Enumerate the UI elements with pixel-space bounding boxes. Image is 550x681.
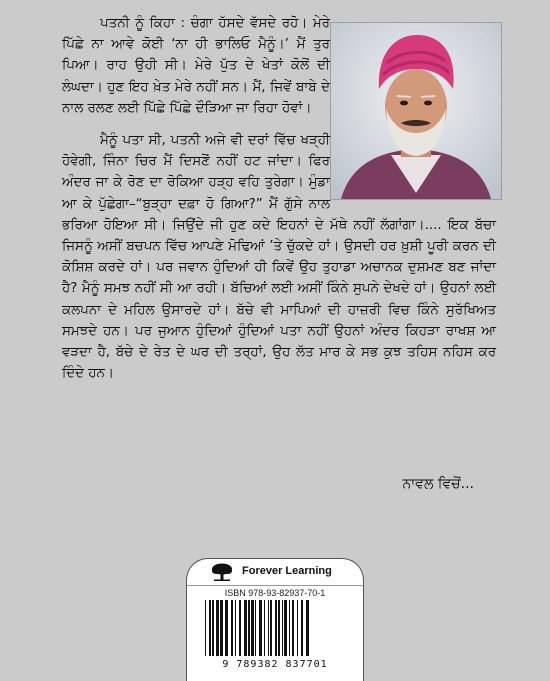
excerpt-source-note: ਨਾਵਲ ਵਿਚੋਂ... <box>402 476 474 492</box>
barcode-bar <box>297 600 298 656</box>
barcode-bar <box>225 600 228 656</box>
barcode-bar <box>282 600 283 656</box>
barcode-bar <box>306 600 309 656</box>
barcode-bar <box>264 600 265 656</box>
excerpt-paragraph-1: ਪਤਨੀ ਨੂੰ ਕਿਹਾ : ਚੰਗਾ ਹੱਸਦੇ ਵੱਸਦੇ ਰਹੋ। ਮੇਰੇ ਪਿੱਛੇ ਨਾ ਆਵੇ ਕੋਈ ‘ਨਾ ਹੀ ਭਾਲਿਓ ਮੈਨੂੰ।’ ਮੈਂ ਤੁਰ ਪਿਆ। ਰਾਹ ਉਹੀ ਸੀ। ਮੇਰੇ ਪੁੱਤ ਦੇ ਖੇਤਾਂ ਕੋਲੋਂ ਦੀ ਲੰਘਦਾ। ਹੁਣ ਇਹ ਖ਼ੇਤ ਮੇਰੇ ਨਹੀਂ ਸਨ। ਮੈਂ, ਜਿਵੇਂ ਬਾਬੇ ਦੇ ਨਾਲ ਰਲਣ ਲਈ ਪਿੱਛੇ ਪਿੱਛੇ ਦੌੜਿਆ ਜਾ ਰਿਹਾ ਹੋਵਾਂ। <box>62 16 330 116</box>
barcode-bar <box>231 600 233 656</box>
barcode-bar <box>275 600 277 656</box>
barcode-bar <box>209 600 211 656</box>
isbn-card <box>186 558 364 681</box>
barcode-bar <box>268 600 269 656</box>
barcode-bar <box>235 600 236 656</box>
publisher-name: Forever Learning <box>242 565 332 577</box>
barcode-bar <box>216 600 219 656</box>
barcode-bar <box>301 600 303 656</box>
barcode-bar <box>270 600 272 656</box>
barcode-bar <box>292 600 294 656</box>
isbn-barcode <box>203 600 347 656</box>
barcode-bar <box>251 600 254 656</box>
barcode-bar <box>289 600 290 656</box>
barcode-bar <box>239 600 241 656</box>
publisher-brand <box>187 559 363 586</box>
photo-spacer <box>340 22 508 198</box>
barcode-bar <box>255 600 256 656</box>
barcode-bar <box>244 600 247 656</box>
barcode-digits: 9 789382 837701 <box>222 659 328 670</box>
barcode-bar <box>259 600 262 656</box>
excerpt-paragraph-2: ਮੈਨੂੰ ਪਤਾ ਸੀ, ਪਤਨੀ ਅਜੇ ਵੀ ਦਰਾਂ ਵਿੱਚ ਖੜ੍ਹੀ ਹੋਵੇਗੀ, ਜਿੰਨਾ ਚਿਰ ਮੈਂ ਦਿਸਣੋਂ ਨਹੀਂ ਹਟ ਜਾਂਦਾ। ਫਿਰ ਅੰਦਰ ਜਾ ਕੇ ਰੋਣ ਦਾ ਰੋਕਿਆ ਹੜ੍ਹ ਵਹਿ ਤੁਰੇਗਾ। ਮੁੰਡਾ ਆ ਕੇ ਪੁੱਛੇਗਾ–“ਬੁੜ੍ਹਾ ਦਫ਼ਾ ਹੋ ਗਿਆ?” ਮੈਂ ਗੁੱਸੇ ਨਾਲ ਭਰਿਆ ਹੋਇਆ ਸੀ। ਜਿਉਂਦੇ ਜੀ ਹੁਣ ਕਦੇ ਇਹਨਾਂ ਦੇ ਮੱਥੇ ਨਹੀਂ ਲੱਗਾਂਗਾ।.... ਇਕ ਬੱਚਾ ਜਿਸਨੂੰ ਅਸੀਂ ਬਚਪਨ ਵਿੱਚ ਆਪਣੇ ਮੋਢਿਆਂ ’ਤੇ ਚੁੱਕਦੇ ਹਾਂ। ਉਸਦੀ ਹਰ ਖ਼ੁਸ਼ੀ ਪੂਰੀ ਕਰਨ ਦੀ ਕੋਸ਼ਿਸ਼ ਕਰਦੇ ਹਾਂ। ਪਰ ਜਵਾਨ ਹੁੰਦਿਆਂ ਹੀ ਕਿਵੇਂ ਉਹ ਤੁਹਾਡਾ ਅਚਾਨਕ ਦੁਸ਼ਮਣ ਬਣ ਜਾਂਦਾ ਹੈ? ਮੈਨੂੰ ਸਮਝ ਨਹੀਂ ਸੀ ਆ ਰਹੀ। ਬੱਚਿਆਂ ਲਈ ਅਸੀਂ ਕਿੰਨੇ ਸੁਪਨੇ ਦੇਖਦੇ ਹਾਂ। ਉਹਨਾਂ ਲਈ ਕਲਪਨਾ ਦੇ ਮਹਿਲ ਉਸਾਰਦੇ ਹਾਂ। ਬੱਚੇ ਵੀ ਮਾਪਿਆਂ ਦੀ ਹਾਜ਼ਰੀ ਵਿਚ ਕਿੰਨੇ ਸੁਰੱਖਿਅਤ ਸਮਝਦੇ ਹਨ। ਪਰ ਜੁਆਨ ਹੁੰਦਿਆਂ ਹੁੰਦਿਆਂ ਪਤਾ ਨਹੀਂ ਉਹਨਾਂ ਅੰਦਰ ਕਿਹੜਾ ਰਾਖਸ਼ ਆ ਵੜਦਾ ਹੈ, ਬੱਚੇ ਦੇ ਰੇਤ ਦੇ ਘਰ ਦੀ ਤਰ੍ਹਾਂ, ਉਹ ਲੱਤ ਮਾਰ ਕੇ ਸਭ ਕੁਝ ਤਹਿਸ ਨਹਿਸ ਕਰ ਦਿੰਦੇ ਹਨ। <box>62 133 496 382</box>
novel-excerpt <box>62 13 496 384</box>
barcode-bar <box>248 600 250 656</box>
barcode-bar <box>220 600 223 656</box>
barcode-bar <box>278 600 280 656</box>
barcode-bar <box>284 600 287 656</box>
tree-icon <box>211 563 233 581</box>
barcode-bar <box>205 600 206 656</box>
isbn-label: ISBN 978-93-82937-70-1 <box>224 588 326 598</box>
barcode-bar <box>212 600 214 656</box>
